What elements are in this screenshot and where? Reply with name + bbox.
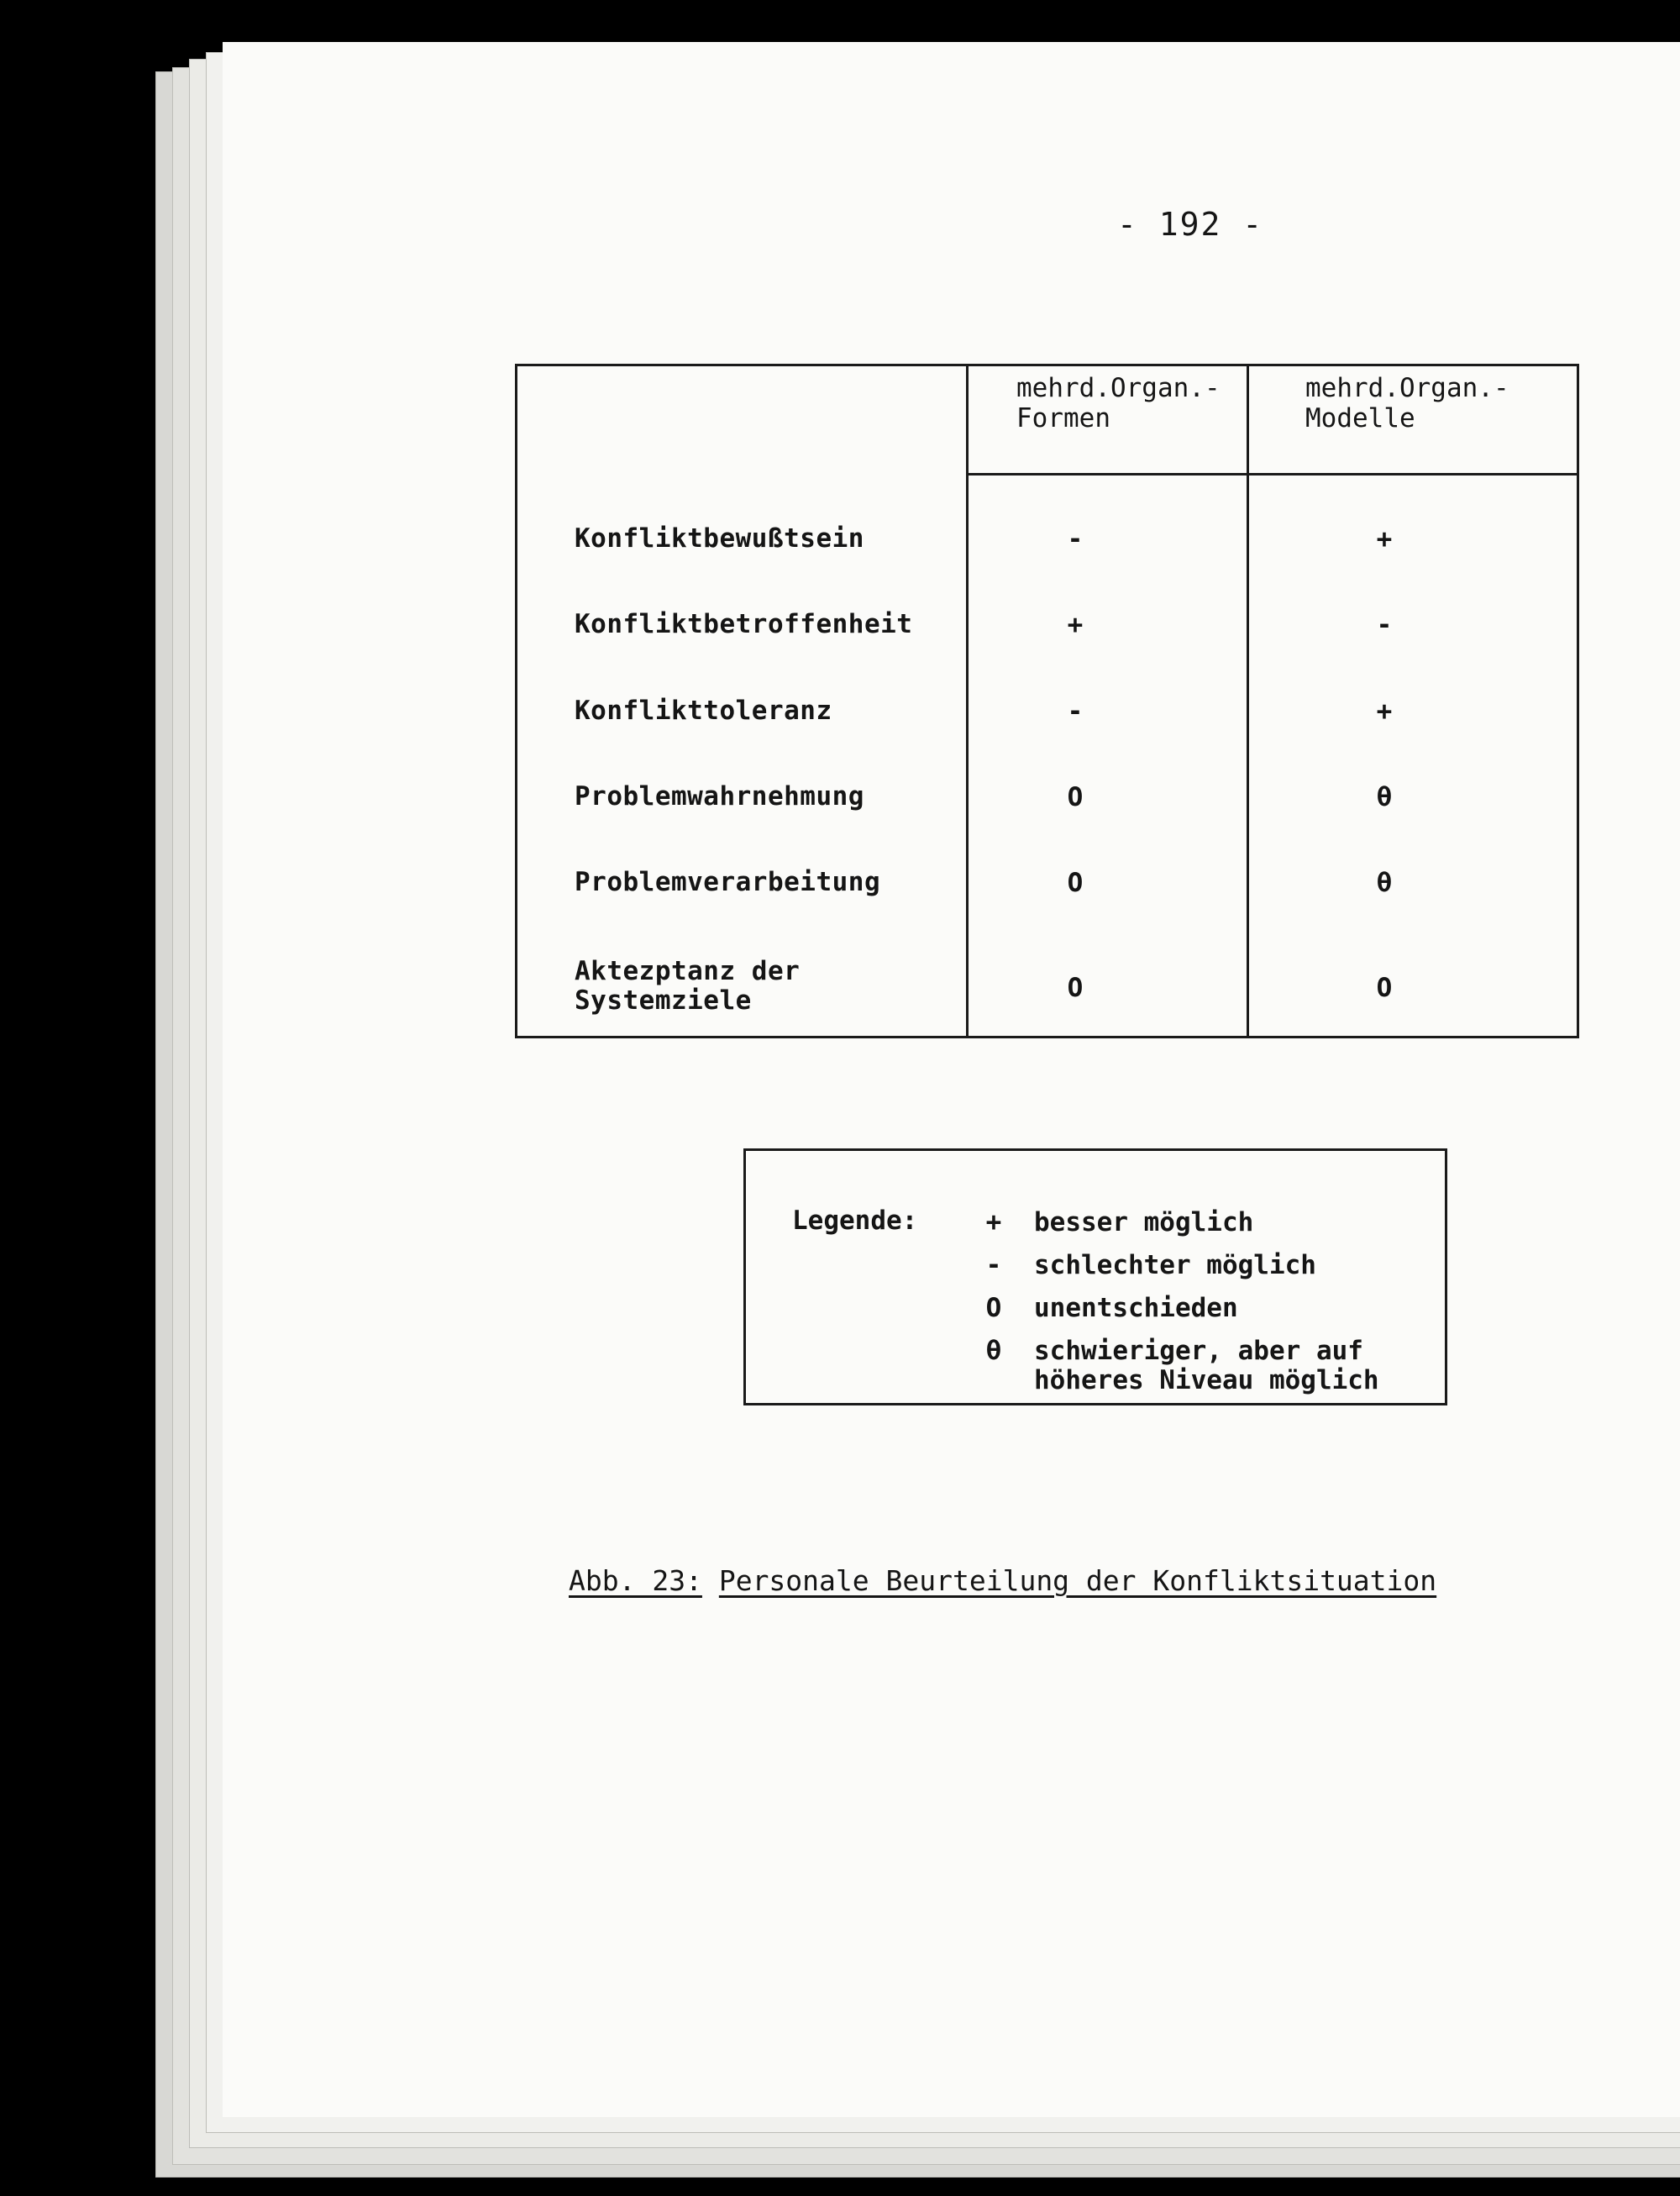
row-label: Konfliktbetroffenheit [575, 609, 913, 639]
cell-formen: - [1067, 696, 1084, 727]
cell-modelle: θ [1376, 782, 1393, 812]
column-header-modelle [1249, 366, 1579, 473]
table-header-rule [966, 473, 1579, 475]
legend-text: unentschieden [1034, 1293, 1238, 1323]
row-label-continued: Systemziele [575, 985, 752, 1016]
cell-formen: - [1067, 524, 1084, 554]
comparison-table [515, 364, 1579, 1038]
cell-modelle: + [1376, 696, 1393, 727]
legend-symbol: - [985, 1250, 1002, 1280]
legend-box [743, 1148, 1447, 1405]
legend-text: schwieriger, aber auf [1034, 1336, 1363, 1366]
legend-symbol: O [985, 1293, 1002, 1323]
column-header-line: mehrd.Organ.- [1016, 373, 1221, 403]
column-header-line: mehrd.Organ.- [1305, 373, 1509, 403]
cell-modelle: - [1376, 610, 1393, 640]
caption-prefix: Abb. 23: [569, 1564, 702, 1597]
row-label: Problemverarbeitung [575, 867, 881, 897]
cell-formen: O [1067, 868, 1084, 898]
caption-title: Personale Beurteilung der Konfliktsituation [718, 1564, 1437, 1597]
legend-symbol: + [985, 1207, 1002, 1237]
column-header-line: Modelle [1305, 403, 1415, 433]
row-label: Problemwahrnehmung [575, 781, 864, 812]
cell-modelle: θ [1376, 868, 1393, 898]
legend-text: schlechter möglich [1034, 1250, 1316, 1280]
row-label: Konfliktbewußtsein [575, 523, 864, 554]
legend-symbol: θ [985, 1336, 1002, 1366]
legend-text: besser möglich [1034, 1207, 1254, 1237]
cell-formen: O [1067, 782, 1084, 812]
document-page [223, 42, 1680, 2117]
page-number: - 192 - [1117, 206, 1264, 243]
cell-modelle: + [1376, 524, 1393, 554]
column-header-line: Formen [1016, 403, 1110, 433]
row-label: Aktezptanz der [575, 956, 801, 986]
legend-title: Legende: [792, 1206, 918, 1236]
cell-formen: + [1067, 610, 1084, 640]
cell-modelle: O [1376, 973, 1393, 1003]
column-header-formen [969, 366, 1247, 473]
figure-caption [569, 1564, 1436, 1597]
row-label: Konflikttoleranz [575, 696, 832, 726]
legend-text: höheres Niveau möglich [1034, 1365, 1379, 1395]
cell-formen: O [1067, 973, 1084, 1003]
